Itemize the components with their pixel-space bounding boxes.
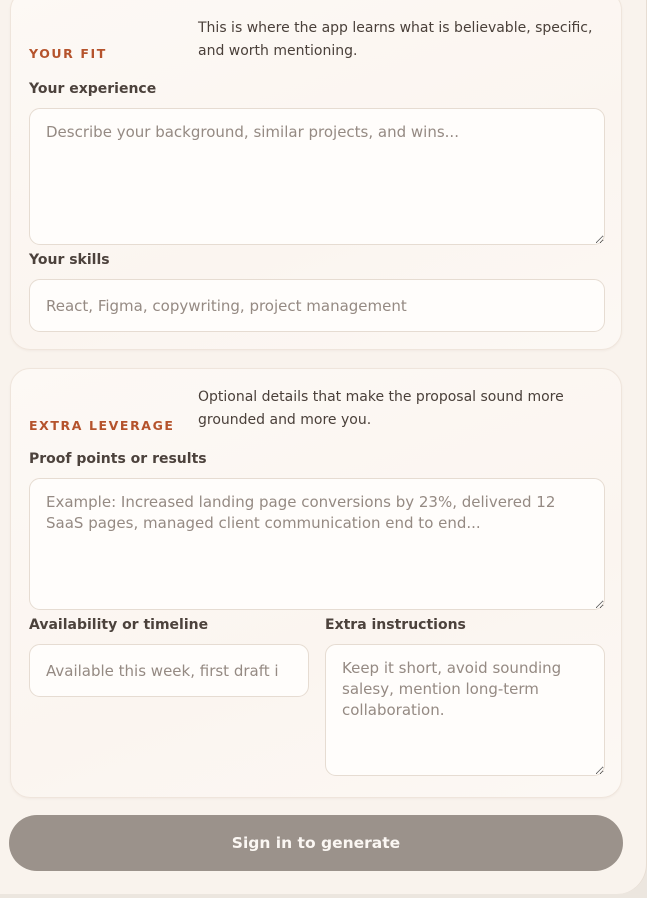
your-fit-card: [10, 0, 622, 350]
your-fit-description: This is where the app learns what is believable, specific, and worth mentioning.: [198, 20, 593, 59]
instructions-textarea[interactable]: [325, 644, 605, 776]
sign-in-to-generate-button[interactable]: Sign in to generate: [9, 815, 623, 871]
experience-label: Your experience: [29, 81, 157, 97]
extra-leverage-section-label: EXTRA LEVERAGE: [29, 418, 175, 433]
skills-input[interactable]: [29, 279, 605, 332]
your-fit-section-label: YOUR FIT: [29, 46, 107, 61]
skills-label: Your skills: [29, 252, 110, 268]
proof-textarea[interactable]: [29, 478, 605, 610]
instructions-label: Extra instructions: [325, 617, 466, 633]
proof-label: Proof points or results: [29, 451, 207, 467]
extra-leverage-card: [10, 368, 622, 798]
availability-label: Availability or timeline: [29, 617, 209, 633]
extra-leverage-description: Optional details that make the proposal sound more grounded and more you.: [198, 389, 564, 428]
availability-input[interactable]: [29, 644, 309, 697]
experience-textarea[interactable]: [29, 108, 605, 245]
